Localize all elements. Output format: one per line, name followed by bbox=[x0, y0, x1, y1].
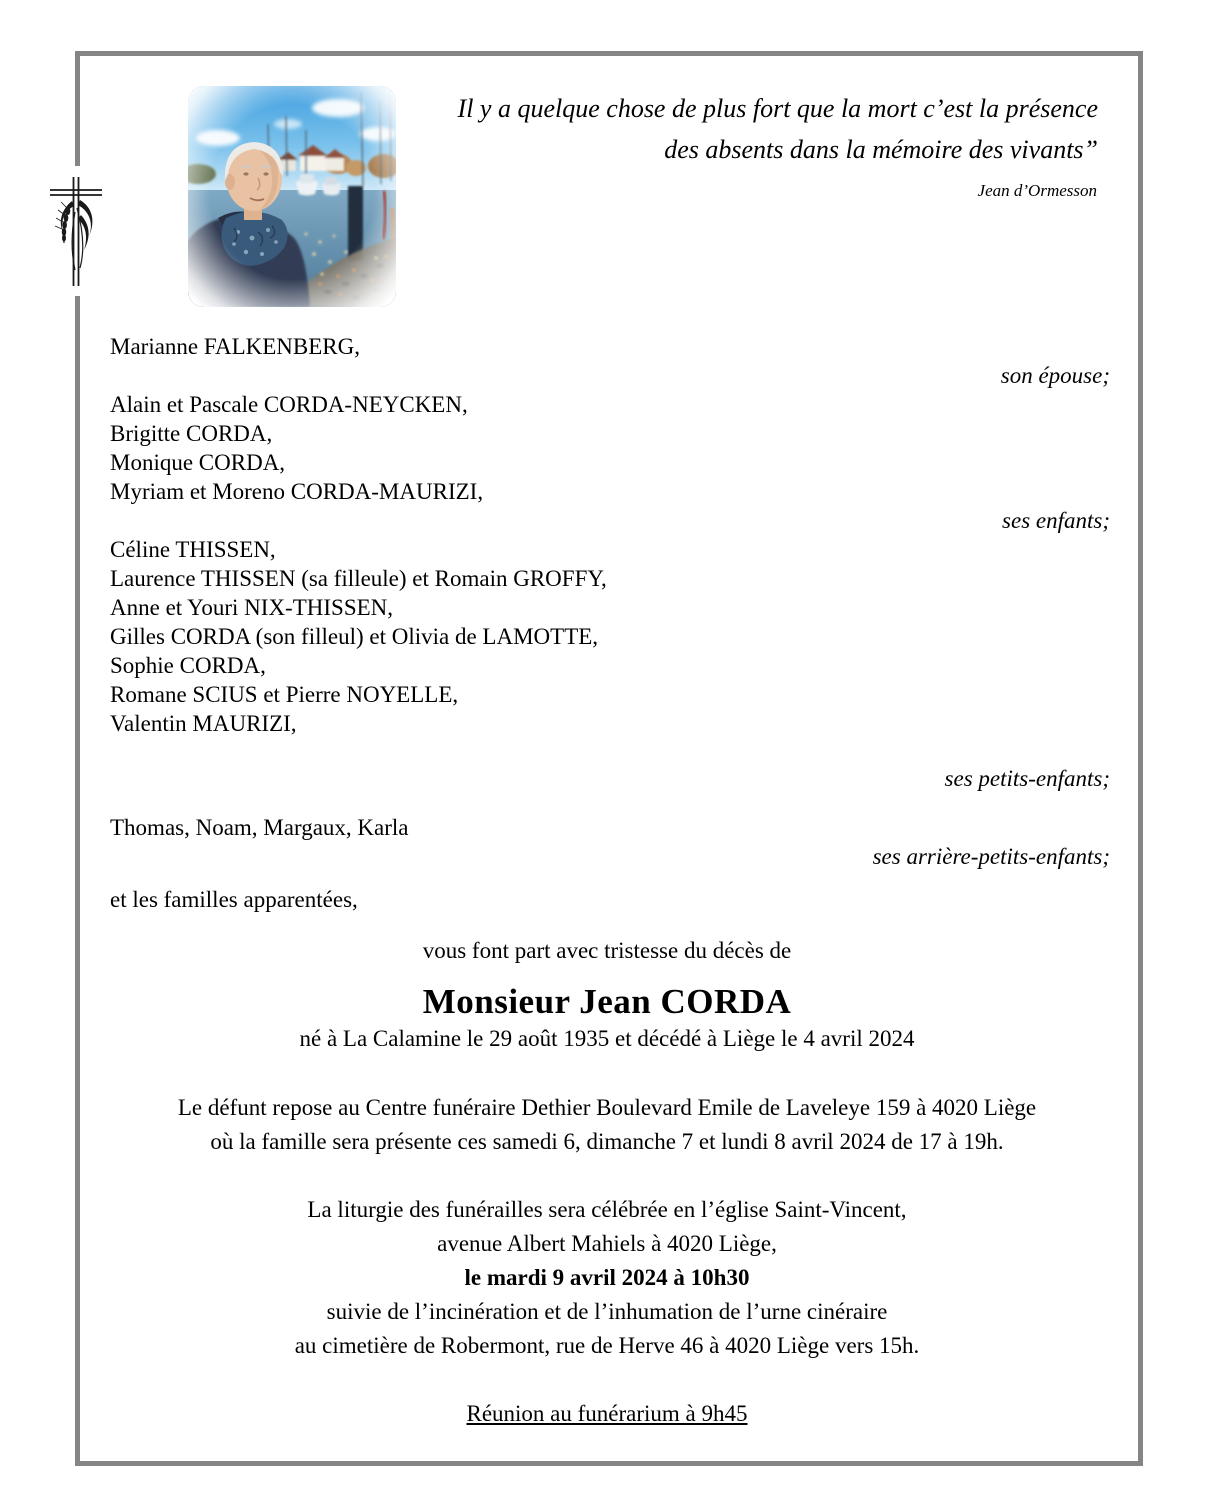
ceremony-line-2: avenue Albert Mahiels à 4020 Liège, bbox=[437, 1231, 777, 1256]
great-grandchildren-names: Thomas, Noam, Margaux, Karla bbox=[110, 815, 409, 840]
announcement-body bbox=[85, 332, 1129, 1428]
child-name: Monique CORDA, bbox=[110, 450, 286, 475]
grandchildren-relation-label: ses petits-enfants; bbox=[944, 766, 1110, 791]
ceremony-line-1: La liturgie des funérailles sera célébrée en l’église Saint-Vincent, bbox=[307, 1197, 907, 1222]
child-name: Myriam et Moreno CORDA-MAURIZI, bbox=[110, 479, 484, 504]
meeting-info: Réunion au funérarium à 9h45 bbox=[466, 1401, 748, 1426]
grandchild-name: Anne et Youri NIX-THISSEN, bbox=[110, 595, 394, 620]
spouse-name: Marianne FALKENBERG, bbox=[110, 334, 360, 359]
repose-line-1: Le défunt repose au Centre funéraire Dethier Boulevard Emile de Laveleye 159 à 4020 Liège bbox=[177, 1095, 1037, 1120]
cross-holder bbox=[40, 166, 112, 296]
grandchild-name: Laurence THISSEN (sa filleule) et Romain GROFFY, bbox=[110, 566, 607, 591]
memorial-quote bbox=[458, 88, 1098, 170]
children-relation-label: ses enfants; bbox=[1002, 508, 1110, 533]
child-name: Brigitte CORDA, bbox=[110, 421, 273, 446]
related-families-line: et les familles apparentées, bbox=[110, 887, 358, 912]
repose-line-2: où la famille sera présente ces samedi 6, dimanche 7 et lundi 8 avril 2024 de 17 à 19h. bbox=[210, 1129, 1004, 1154]
spouse-relation-label: son épouse; bbox=[1000, 363, 1110, 388]
ceremony-date-time: le mardi 9 avril 2024 à 10h30 bbox=[464, 1265, 750, 1290]
quote-attribution: Jean d’Ormesson bbox=[977, 181, 1097, 200]
cross-with-wheat-icon bbox=[47, 174, 105, 288]
deceased-name-title: Monsieur Jean CORDA bbox=[422, 982, 792, 1021]
announcement-intro: vous font part avec tristesse du décès de bbox=[422, 938, 792, 963]
deceased-photo-illustration bbox=[188, 86, 396, 307]
ceremony-line-5: au cimetière de Robermont, rue de Herve 46 à 4020 Liège vers 15h. bbox=[294, 1333, 920, 1358]
deceased-photo bbox=[188, 86, 396, 307]
quote-line-2: des absents dans la mémoire des vivants” bbox=[664, 135, 1098, 164]
great-grandchildren-relation-label: ses arrière-petits-enfants; bbox=[872, 844, 1110, 869]
quote-line-1: Il y a quelque chose de plus fort que la mort c’est la présence bbox=[457, 94, 1098, 123]
grandchild-name: Sophie CORDA, bbox=[110, 653, 266, 678]
ceremony-line-4: suivie de l’incinération et de l’inhumation de l’urne cinéraire bbox=[326, 1299, 888, 1324]
grandchild-name: Valentin MAURIZI, bbox=[110, 711, 297, 736]
life-dates: né à La Calamine le 29 août 1935 et décédé à Liège le 4 avril 2024 bbox=[299, 1026, 915, 1051]
child-name: Alain et Pascale CORDA-NEYCKEN, bbox=[110, 392, 468, 417]
grandchild-name: Romane SCIUS et Pierre NOYELLE, bbox=[110, 682, 459, 707]
grandchild-name: Gilles CORDA (son filleul) et Olivia de LAMOTTE, bbox=[110, 624, 599, 649]
grandchild-name: Céline THISSEN, bbox=[110, 537, 276, 562]
